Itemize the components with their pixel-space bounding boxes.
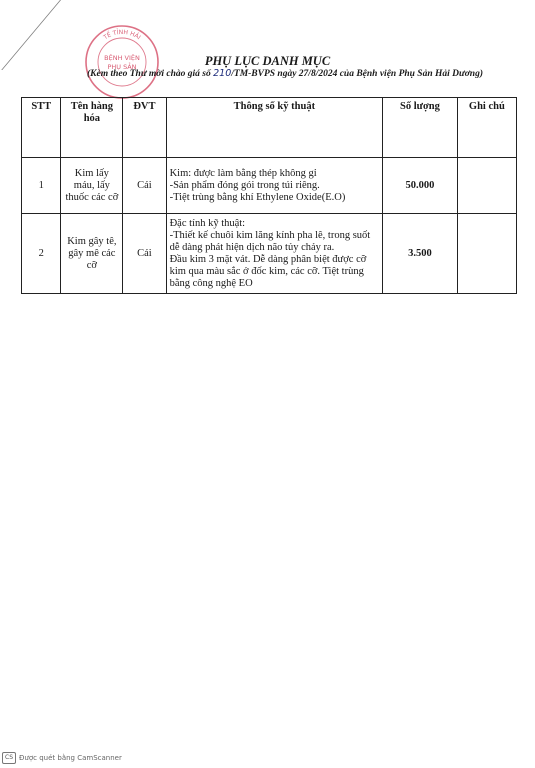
header-notes: Ghi chú — [457, 98, 516, 158]
svg-text:TẾ TỈNH HẢI — [102, 28, 142, 42]
page-title: PHỤ LỤC DANH MỤC — [204, 54, 331, 68]
header-item-name: Tên hàng hóa — [61, 98, 123, 158]
row-stt: 2 — [22, 214, 61, 294]
subtitle-suffix: /TM-BVPS ngày 27/8/2024 của Bệnh viện Phụ Sản Hải Dương) — [231, 69, 484, 79]
row-item-name: Kim lấy máu, lấy thuốc các cỡ — [61, 158, 123, 214]
spec-line: Đặc tính kỹ thuật: — [169, 217, 246, 229]
page-subtitle — [50, 68, 520, 79]
spec-line: -Sản phẩm đóng gói trong túi riêng. — [169, 179, 320, 191]
catalog-table — [21, 97, 517, 294]
row-stt: 1 — [22, 158, 61, 214]
header-stt: STT — [22, 98, 61, 158]
scanner-watermark — [2, 752, 122, 764]
row-quantity: 3.500 — [383, 214, 458, 294]
scanner-watermark-text: Được quét bằng CamScanner — [19, 754, 122, 762]
row-unit: Cái — [123, 214, 166, 294]
table-header-row — [22, 98, 517, 158]
stamp-line-1: BỆNH VIỆN — [104, 54, 140, 62]
stamp-arc-text: TẾ TỈNH HẢI — [102, 28, 142, 42]
header-specifications: Thông số kỹ thuật — [166, 98, 383, 158]
table-row — [22, 214, 517, 294]
row-quantity: 50.000 — [383, 158, 458, 214]
spec-line: -Tiệt trùng bằng khí Ethylene Oxide(E.O) — [169, 191, 346, 203]
row-notes — [457, 214, 516, 294]
row-unit: Cái — [123, 158, 166, 214]
spec-line: -Thiết kế chuôi kim lăng kính pha lê, trong suốt dễ dàng phát hiện dịch não tủy chảy ra. — [169, 229, 371, 253]
camscanner-logo-icon: CS — [2, 752, 16, 764]
row-specifications — [166, 158, 383, 214]
header-unit: ĐVT — [123, 98, 166, 158]
stamp-line-2: PHỤ SẢN — [107, 63, 137, 71]
subtitle-prefix: (Kèm theo Thư mời chào giá số — [86, 69, 214, 79]
header-quantity: Số lượng — [383, 98, 458, 158]
spec-line: Kim: được làm bằng thép không gỉ — [169, 167, 317, 179]
row-item-name: Kim gây tê, gây mê các cỡ — [61, 214, 123, 294]
spec-line: Đầu kim 3 mặt vát. Dễ dàng phân biệt được cỡ kim qua màu sắc ở đốc kim, các cỡ. Tiệt trùng bằng công nghệ EO — [169, 253, 367, 289]
handwritten-document-number: 210 — [213, 68, 232, 79]
table-row — [22, 158, 517, 214]
row-notes — [457, 158, 516, 214]
row-specifications — [166, 214, 383, 294]
